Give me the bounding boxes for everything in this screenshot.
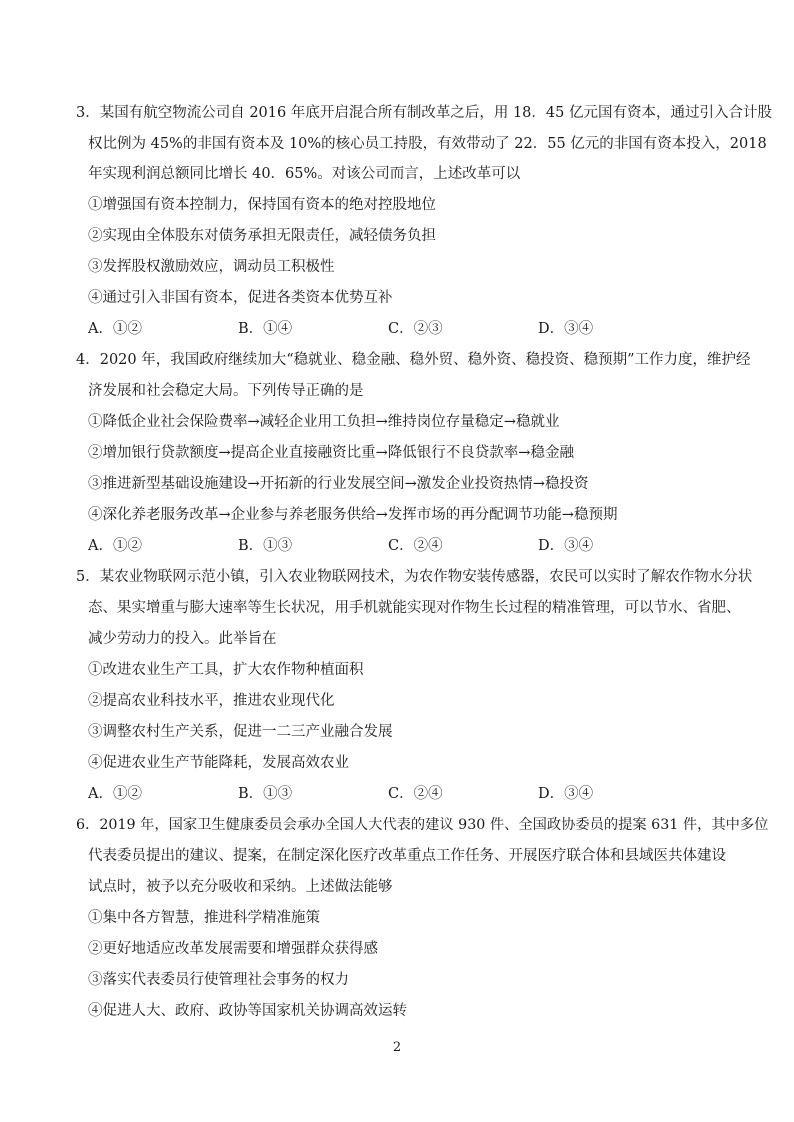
question-3-option-1: ①增强国有资本控制力，保持国有资本的绝对控股地位	[88, 197, 436, 213]
question-5-option-2: ②提高农业科技水平，推进农业现代化	[88, 693, 335, 709]
question-5-stem-line-2: 态、果实增重与膨大速率等生长状况，用手机就能实现对作物生长过程的精准管理，可以节水、省肥、	[88, 600, 741, 616]
question-4-stem-line-2: 济发展和社会稳定大局。下列传导正确的是	[88, 383, 364, 399]
question-6-stem-line-1: 6．2019 年，国家卫生健康委员会承办全国人大代表的建议 930 件、全国政协委员的提案 631 件，其中多位	[76, 817, 769, 833]
question-4-option-1: ①降低企业社会保险费率→减轻企业用工负担→维持岗位存量稳定→稳就业	[88, 414, 560, 430]
question-6-option-2: ②更好地适应改革发展需要和增强群众获得感	[88, 941, 378, 957]
question-4-choices	[88, 536, 688, 556]
question-3-stem-line-2: 权比例为 45%的非国有资本及 10%的核心员工持股，有效带动了 22．55 亿元的非国有资本投入，2018	[88, 136, 767, 152]
choice-c: C．②④	[388, 786, 443, 802]
question-6-stem-line-2: 代表委员提出的建议、提案，在制定深化医疗改革重点工作任务、开展医疗联合体和县域医共体建设	[88, 848, 726, 864]
question-4-option-2: ②增加银行贷款额度→提高企业直接融资比重→降低银行不良贷款率→稳金融	[88, 445, 574, 461]
choice-b: B．①③	[238, 786, 293, 802]
page-number: 2	[392, 1040, 402, 1055]
question-5-option-3: ③调整农村生产关系，促进一二三产业融合发展	[88, 724, 393, 740]
question-3-option-2: ②实现由全体股东对债务承担无限责任，减轻债务负担	[88, 228, 436, 244]
question-3-stem-line-3: 年实现利润总额同比增长 40．65%。对该公司而言，上述改革可以	[88, 166, 521, 182]
choice-a: A．①②	[88, 786, 142, 802]
question-5-stem-line-1: 5．某农业物联网示范小镇，引入农业物联网技术，为农作物安装传感器，农民可以实时了解农作物水分状	[76, 569, 753, 585]
question-4-option-4: ④深化养老服务改革→企业参与养老服务供给→发挥市场的再分配调节功能→稳预期	[88, 507, 618, 523]
question-4-stem-line-1: 4．2020 年，我国政府继续加大“稳就业、稳金融、稳外贸、稳外资、稳投资、稳预期”工作力度，维护经	[76, 352, 751, 368]
choice-d: D．③④	[538, 321, 594, 337]
choice-b: B．①④	[238, 321, 293, 337]
question-3-option-3: ③发挥股权激励效应，调动员工积极性	[88, 259, 335, 275]
question-3-stem-line-1: 3．某国有航空物流公司自 2016 年底开启混合所有制改革之后，用 18．45 亿元国有资本，通过引入合计股	[76, 105, 772, 121]
choice-d: D．③④	[538, 538, 594, 554]
question-3-option-4: ④通过引入非国有资本，促进各类资本优势互补	[88, 290, 393, 306]
question-6-stem-line-3: 试点时，被予以充分吸收和采纳。上述做法能够	[88, 879, 393, 895]
question-6-option-1: ①集中各方智慧，推进科学精准施策	[88, 910, 320, 926]
question-4-option-3: ③推进新型基础设施建设→开拓新的行业发展空间→激发企业投资热情→稳投资	[88, 476, 589, 492]
question-5-option-1: ①改进农业生产工具，扩大农作物种植面积	[88, 662, 364, 678]
choice-a: A．①②	[88, 321, 142, 337]
choice-b: B．①③	[238, 538, 293, 554]
question-5-option-4: ④促进农业生产节能降耗，发展高效农业	[88, 755, 349, 771]
question-3-choices	[88, 319, 688, 339]
question-6-option-4: ④促进人大、政府、政协等国家机关协调高效运转	[88, 1003, 407, 1019]
choice-c: C．②④	[388, 538, 443, 554]
question-6-option-3: ③落实代表委员行使管理社会事务的权力	[88, 972, 349, 988]
choice-a: A．①②	[88, 538, 142, 554]
choice-c: C．②③	[388, 321, 443, 337]
choice-d: D．③④	[538, 786, 594, 802]
question-5-choices	[88, 784, 688, 804]
question-5-stem-line-3: 减少劳动力的投入。此举旨在	[88, 631, 277, 647]
